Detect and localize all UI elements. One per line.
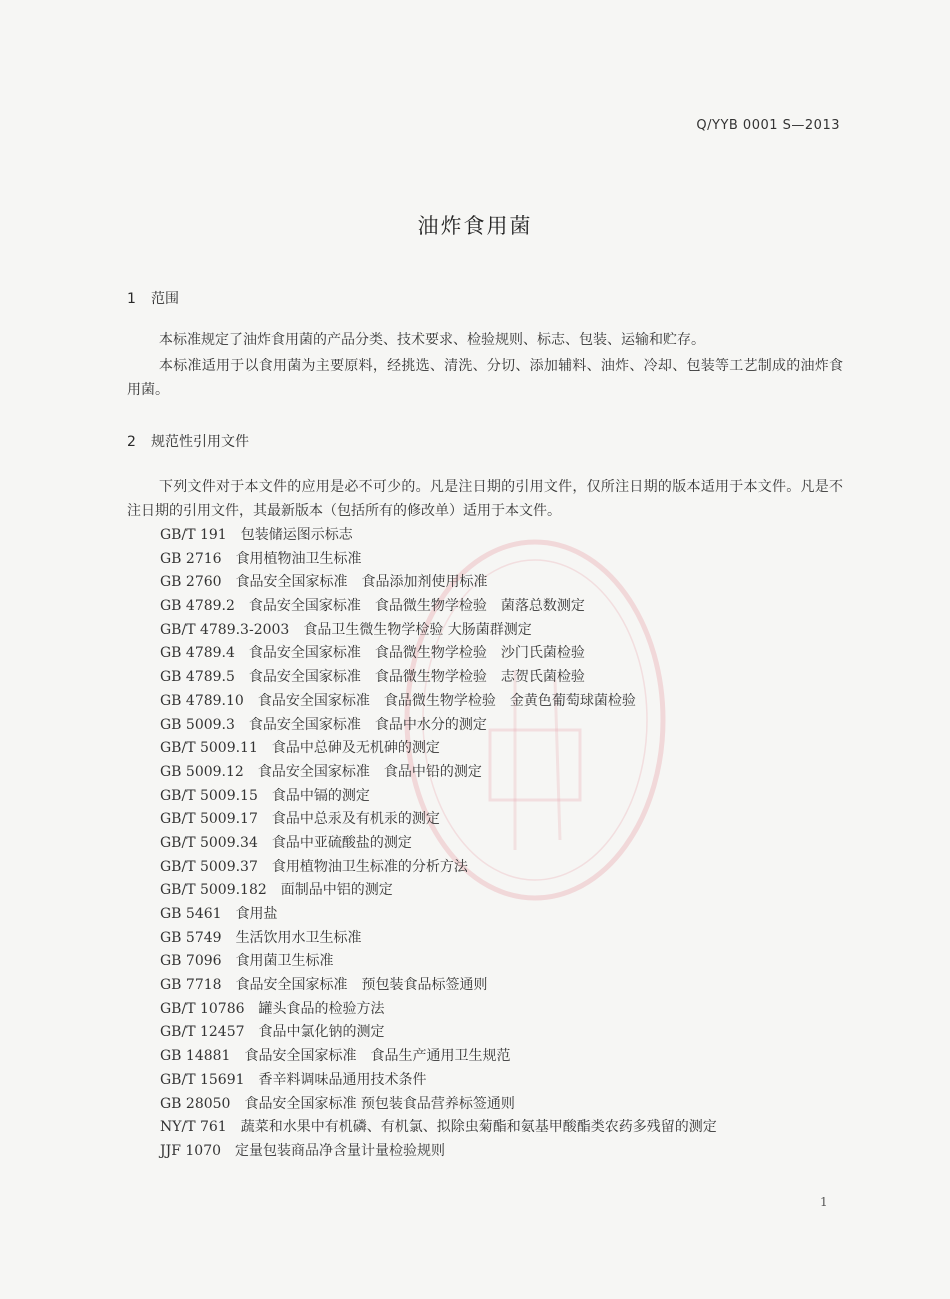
reference-title: 食品安全国家标准 食品生产通用卫生规范 [244, 1048, 511, 1065]
reference-code: GB/T 5009.17 [160, 811, 258, 828]
section-2-title: 规范性引用文件 [151, 434, 249, 450]
reference-title: 食用植物油卫生标准的分析方法 [271, 858, 468, 875]
reference-title: 生活饮用水卫生标准 [235, 929, 362, 946]
reference-title: 食品卫生微生物学检验 大肠菌群测定 [303, 621, 532, 638]
reference-title: 罐头食品的检验方法 [258, 1000, 385, 1017]
reference-code: GB 14881 [160, 1048, 231, 1065]
reference-item [160, 524, 717, 548]
reference-code: GB 2760 [160, 574, 222, 591]
reference-item [160, 856, 717, 880]
reference-code: GB/T 15691 [160, 1071, 245, 1088]
section-1-paragraph-1: 本标准规定了油炸食用菌的产品分类、技术要求、检验规则、标志、包装、运输和贮存。 [159, 332, 705, 348]
reference-item [160, 548, 717, 572]
reference-item [160, 950, 717, 974]
section-2-heading [127, 431, 249, 451]
reference-title: 食品中镉的测定 [271, 787, 370, 804]
reference-item [160, 927, 717, 951]
section-2-intro: 下列文件对于本文件的应用是必不可少的。凡是注日期的引用文件，仅所注日期的版本适用于本文件。凡是不注日期的引用文件，其最新版本（包括所有的修改单）适用于本文件。 [127, 479, 843, 519]
reference-title: 定量包装商品净含量计量检验规则 [235, 1142, 446, 1159]
reference-code: GB/T 5009.15 [160, 787, 258, 804]
reference-title: 食品安全国家标准 食品微生物学检验 志贺氏菌检验 [248, 669, 585, 686]
reference-title: 食品安全国家标准 食品微生物学检验 金黄色葡萄球菌检验 [257, 692, 636, 709]
reference-code: GB/T 12457 [160, 1024, 245, 1041]
reference-code: GB/T 4789.3-2003 [160, 621, 290, 638]
reference-code: GB 4789.4 [160, 645, 235, 662]
reference-item [160, 974, 717, 998]
section-1-title: 范围 [151, 291, 179, 307]
reference-item [160, 903, 717, 927]
reference-code: GB 5749 [160, 929, 222, 946]
section-2-number: 2 [127, 434, 136, 450]
reference-code: GB 4789.10 [160, 692, 244, 709]
reference-item [160, 619, 717, 643]
reference-item [160, 714, 717, 738]
reference-code: GB/T 5009.34 [160, 834, 258, 851]
reference-title: 包装储运图示标志 [240, 527, 353, 543]
reference-code: GB 2716 [160, 550, 222, 567]
reference-title: 蔬菜和水果中有机磷、有机氯、拟除虫菊酯和氨基甲酸酯类农药多残留的测定 [240, 1119, 717, 1136]
reference-item [160, 666, 717, 690]
reference-title: 食品安全国家标准 食品中水分的测定 [248, 716, 487, 733]
reference-item [160, 808, 717, 832]
reference-code: GB/T 5009.11 [160, 740, 258, 757]
reference-title: 食品中亚硫酸盐的测定 [271, 834, 412, 851]
reference-title: 食品安全国家标准 食品微生物学检验 沙门氏菌检验 [248, 645, 585, 662]
section-1-number: 1 [127, 291, 136, 307]
reference-title: 食品安全国家标准 预包装食品标签通则 [235, 977, 488, 994]
reference-item [160, 1021, 717, 1045]
reference-title: 食品中总砷及无机砷的测定 [271, 740, 440, 757]
section-1-heading [127, 288, 179, 308]
reference-title: 食品安全国家标准 食品中铅的测定 [257, 763, 482, 780]
reference-code: GB 28050 [160, 1095, 231, 1112]
reference-title: 香辛料调味品通用技术条件 [258, 1071, 427, 1088]
reference-code: GB 7096 [160, 953, 222, 970]
reference-item [160, 1140, 717, 1164]
document-title: 油炸食用菌 [417, 214, 533, 238]
reference-code: GB 7718 [160, 977, 222, 994]
reference-code: JJF 1070 [160, 1142, 222, 1159]
reference-item [160, 1069, 717, 1093]
reference-code: GB 4789.5 [160, 669, 235, 686]
page-number: 1 [820, 1195, 828, 1209]
reference-code: GB/T 5009.37 [160, 858, 258, 875]
reference-item [160, 642, 717, 666]
reference-code: GB/T 10786 [160, 1000, 245, 1017]
reference-code: GB 5009.12 [160, 763, 244, 780]
reference-code: GB 5009.3 [160, 716, 235, 733]
reference-code: GB 4789.2 [160, 598, 235, 615]
reference-code: GB/T 5009.182 [160, 882, 267, 899]
reference-title: 食品安全国家标准 预包装食品营养标签通则 [244, 1095, 515, 1112]
reference-title: 食品安全国家标准 食品添加剂使用标准 [235, 574, 488, 591]
reference-code: NY/T 761 [160, 1119, 227, 1136]
standard-code: Q/YYB 0001 S—2013 [696, 118, 840, 133]
reference-item [160, 1093, 717, 1117]
reference-title: 面制品中铝的测定 [280, 882, 393, 899]
reference-item [160, 785, 717, 809]
reference-item [160, 595, 717, 619]
reference-title: 食用植物油卫生标准 [235, 550, 362, 567]
reference-code: GB 5461 [160, 906, 222, 922]
reference-title: 食品安全国家标准 食品微生物学检验 菌落总数测定 [248, 598, 585, 615]
reference-item [160, 1045, 717, 1069]
reference-title: 食用菌卫生标准 [235, 953, 334, 970]
reference-item [160, 879, 717, 903]
reference-title: 食用盐 [235, 906, 278, 922]
reference-item [160, 737, 717, 761]
reference-title: 食品中氯化钠的测定 [258, 1024, 385, 1041]
reference-item [160, 690, 717, 714]
reference-item [160, 832, 717, 856]
reference-list [160, 524, 717, 1164]
section-1-paragraph-2: 本标准适用于以食用菌为主要原料，经挑选、清洗、分切、添加辅料、油炸、冷却、包装等工艺制成的油炸食用菌。 [127, 358, 843, 398]
reference-item [160, 761, 717, 785]
reference-item [160, 998, 717, 1022]
reference-item [160, 571, 717, 595]
reference-item [160, 1116, 717, 1140]
reference-code: GB/T 191 [160, 527, 227, 543]
reference-title: 食品中总汞及有机汞的测定 [271, 811, 440, 828]
